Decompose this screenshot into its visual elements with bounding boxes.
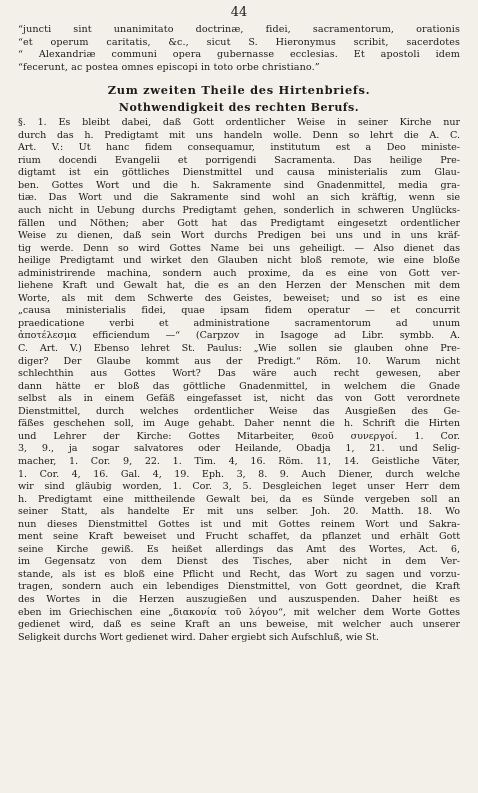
text-line: selbst als in einem Gefäß eingefasset ist, nicht das von Gott verordnete xyxy=(18,393,460,405)
text-line: 3, 9., ja sogar salvatores oder Heilande, Obadja 1, 21. und Selig- xyxy=(18,443,460,455)
text-line: C. Art. V.) Ebenso lehret St. Paulus: „Wie sollen sie glauben ohne Pre- xyxy=(18,343,460,355)
text-line: stande, als ist es bloß eine Pflicht und Recht, das Wort zu sagen und vorzu- xyxy=(18,568,460,580)
text-line: wir sind gläubig worden, 1. Cor. 3, 5. Desgleichen leget unser Herr dem xyxy=(18,481,460,493)
text-line: auch nicht in Uebung durchs Predigtamt gehen, sonderlich in schweren Unglücks- xyxy=(18,205,460,217)
text-line: ἀποτέλεσμα efficiendum —“ (Carpzov in Isagoge ad Libr. symbb. A. xyxy=(18,330,460,342)
text-line: “juncti sint unanimitato doctrinæ, fidei, sacramentorum, orationis xyxy=(18,24,460,35)
text-line: im Gegensatz von dem Dienst des Tisches, aber nicht in dem Ver- xyxy=(18,556,460,568)
text-line: tiæ. Das Wort und die Sakramente sind wohl an sich kräftig, wenn sie xyxy=(18,192,460,204)
text-line: Worte, als mit dem Schwerte des Geistes, beweiset; und so ist es eine xyxy=(18,292,460,304)
text-line: administrirende machina, sondern auch proxime, da es eine von Gott ver- xyxy=(18,267,460,279)
text-line: ment seine Kraft beweiset und Frucht schaffet, da pflanzet und erhält Gott xyxy=(18,531,460,543)
text-line: dann hätte er bloß das göttliche Gnadenmittel, in welchem die Gnade xyxy=(18,380,460,392)
text-line: “et operum caritatis, &c., sicut S. Hieronymus scribit, sacerdotes xyxy=(18,36,460,48)
text-line: praedicatione verbi et administratione sacramentorum ad unum xyxy=(18,317,460,329)
text-line: fällen und Nöthen; aber Gott hat das Predigtamt eingesetzt ordentlicher xyxy=(18,217,460,229)
text-line: des Wortes in die Herzen auszugießen und auszuspenden. Daher heißt es xyxy=(18,593,460,605)
text-line: digtamt ist ein göttliches Dienstmittel und causa ministerialis zum Glau- xyxy=(18,167,460,179)
text-line: Dienstmittel, durch welches ordentlicher Weise das Ausgießen des Ge- xyxy=(18,405,460,417)
text-line: heilige Predigtamt und wirket den Glauben nicht bloß remote, wie eine bloße xyxy=(18,255,460,267)
text-line: “ Alexandriæ communi opera gubernasse ecclesias. Et apostoli idem xyxy=(18,49,460,61)
text-line: diger? Der Glaube kommt aus der Predigt.“ Röm. 10. Warum nicht xyxy=(18,355,460,367)
text-line: eben im Griechischen eine „διακονία τοῦ λόγου“, mit welcher dem Worte Gottes xyxy=(18,606,460,618)
text-line: „causa ministerialis fidei, quae ipsam fidem operatur — et concurrit xyxy=(18,305,460,317)
text-line: fäßes geschehen soll, im Auge gehabt. Daher nennt die h. Schrift die Hirten xyxy=(18,418,460,430)
text-line: macher, 1. Cor. 9, 22. 1. Tim. 4, 16. Röm. 11, 14. Geistliche Väter, xyxy=(18,455,460,467)
body-text xyxy=(18,117,460,644)
text-line: tig werde. Denn so wird Gottes Name bei uns geheiligt. — Also dienet das xyxy=(18,242,460,254)
text-line: nun dieses Dienstmittel Gottes ist und mit Gottes reinem Wort und Sakra- xyxy=(18,518,460,530)
text-line: seiner Statt, als handelte Er mit uns selber. Joh. 20. Matth. 18. Wo xyxy=(18,506,460,518)
text-line: gedienet wird, daß es seine Kraft an uns beweise, mit welcher auch unserer xyxy=(18,619,460,631)
text-line: ben. Gottes Wort und die h. Sakramente sind Gnadenmittel, media gra- xyxy=(18,179,460,191)
text-line: rium docendi Evangelii et porrigendi Sacramenta. Das heilige Pre- xyxy=(18,154,460,166)
text-line: durch das h. Predigtamt mit uns handeln wolle. Denn so lehrt die A. C. xyxy=(18,129,460,141)
page-number: 44 xyxy=(230,5,248,20)
text-line: Seligkeit durchs Wort gedienet wird. Daher ergiebt sich Aufschluß, wie St. xyxy=(18,631,379,643)
latin-quote xyxy=(18,24,460,74)
section-heading: Zum zweiten Theile des Hirtenbriefs. xyxy=(107,83,371,98)
text-line: Weise zu dienen, daß sein Wort durchs Predigen bei uns und in uns kräf- xyxy=(18,230,460,242)
section-subheading: Nothwendigkeit des rechten Berufs. xyxy=(118,101,360,115)
text-line: liehene Kraft und Gewalt hat, die es an den Herzen der Menschen mit dem xyxy=(18,280,460,292)
text-line: Art. V.: Ut hanc fidem consequamur, institutum est a Deo ministe- xyxy=(18,142,460,154)
text-line: seine Kirche gewiß. Es heißet allerdings das Amt des Wortes, Act. 6, xyxy=(18,543,460,555)
text-line: “fecerunt, ac postea omnes episcopi in toto orbe christiano.” xyxy=(18,61,320,73)
text-line: und Lehrer der Kirche: Gottes Mitarbeiter, θεοῦ συνεργοί. 1. Cor. xyxy=(18,430,460,442)
text-line: §. 1. Es bleibt dabei, daß Gott ordentlicher Weise in seiner Kirche nur xyxy=(18,117,460,129)
text-line: 1. Cor. 4, 16. Gal. 4, 19. Eph. 3, 8. 9. Auch Diener, durch welche xyxy=(18,468,460,480)
text-line: schlechthin aus Gottes Wort? Das wäre auch recht gewesen, aber xyxy=(18,368,460,380)
text-line: tragen, sondern auch ein lebendiges Dienstmittel, von Gott geordnet, die Kraft xyxy=(18,581,460,593)
text-line: h. Predigtamt eine mittheilende Gewalt bei, da es Sünde vergeben soll an xyxy=(18,493,460,505)
